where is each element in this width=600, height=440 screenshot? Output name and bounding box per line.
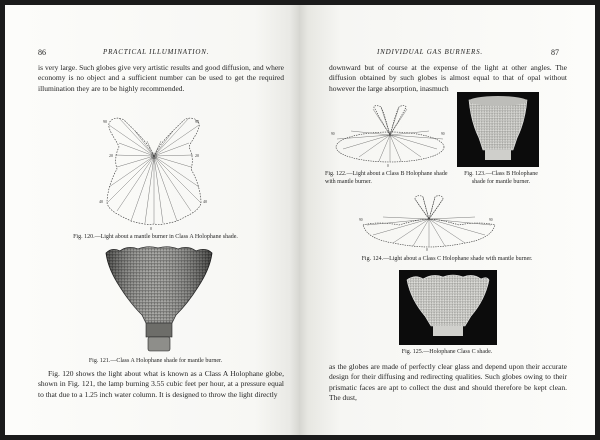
fig121-caption: Fig. 121.—Class A Holophane shade for mantle burner.	[88, 358, 223, 364]
right-page	[299, 5, 595, 435]
svg-text:20: 20	[195, 153, 199, 158]
right-top-paragraph: downward but of course at the expense of the light at other angles. The diffusion obtained by such globes is almost equal to that of opal without however the large absorption, inasmuch	[329, 63, 567, 93]
left-page-number: 86	[38, 48, 46, 57]
svg-text:0: 0	[387, 164, 389, 167]
fig120-caption: Fig. 120.—Light about a mantle burner in Class A Holophane shade.	[73, 234, 238, 240]
fig121-holophane-shade-photo	[102, 245, 216, 355]
right-bottom-paragraph: as the globes are made of perfectly clear glass and depend upon their accurate design for their diffusing and redirecting qualities. Such globes owing to their prismatic faces are apt to collect the dust and should therefore be kept clean. The dust,	[329, 362, 567, 403]
fig125-shade-photo	[399, 270, 497, 345]
svg-text:90: 90	[331, 132, 335, 136]
fig122-caption: Fig. 122.—Light about a Class B Holophane shade with mantle burner.	[325, 171, 448, 185]
fig124-polar-diagram	[359, 195, 499, 251]
fig123-shade-photo	[457, 92, 539, 167]
svg-text:90: 90	[441, 132, 445, 136]
fig124-caption: Fig. 124.—Light about a Class C Holophane shade with mantle burner.	[361, 256, 533, 262]
left-bottom-paragraph: Fig. 120 shows the light about what is known as a Class A Holophane globe, shown in Fig. 121, the lamp burning 3.55 cubic feet per hour, at a pressure equal to that due to a 1.25 inch water column. It is designed to throw the light directly	[38, 369, 284, 399]
svg-text:40: 40	[203, 199, 207, 204]
svg-text:40: 40	[99, 199, 103, 204]
right-running-head: INDIVIDUAL GAS BURNERS.	[377, 48, 483, 56]
left-running-head: PRACTICAL ILLUMINATION.	[103, 48, 210, 56]
svg-text:90: 90	[195, 119, 199, 124]
svg-text:20: 20	[109, 153, 113, 158]
svg-text:90: 90	[359, 218, 363, 222]
fig122-polar-diagram	[329, 105, 451, 167]
left-page	[5, 5, 299, 435]
right-page-number: 87	[551, 48, 559, 57]
left-top-paragraph: is very large. Such globes give very artistic results and good diffusion, and where economy is no object and a sufficient number can be used to get the required illumination they are to be highly recommended.	[38, 63, 284, 93]
fig125-caption: Fig. 125.—Holophane Class C shade.	[401, 349, 493, 355]
fig120-polar-diagram	[95, 111, 213, 231]
svg-text:0: 0	[150, 226, 152, 231]
svg-text:90: 90	[489, 218, 493, 222]
svg-text:0: 0	[426, 248, 428, 251]
fig123-caption: Fig. 123.—Class B Holophane shade for mantle burner.	[464, 171, 538, 185]
book-spread	[5, 5, 595, 435]
svg-text:90: 90	[103, 119, 107, 124]
